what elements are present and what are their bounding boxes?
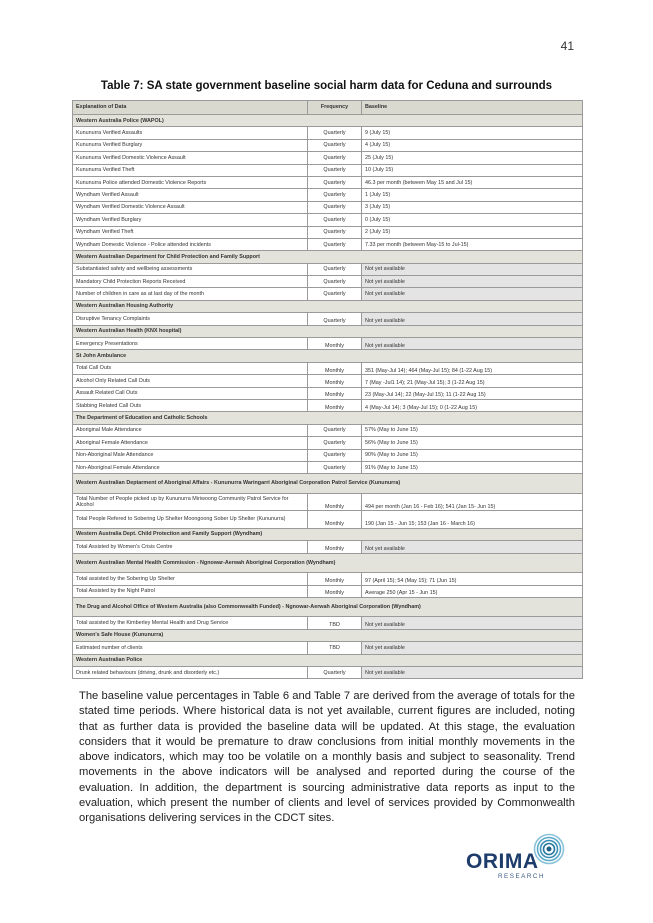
table-row [73,493,583,511]
section-heading: The Drug and Alcohol Office of Western Australia (also Commonwealth Funded) - Ngnowar-Aerwah Aboriginal Corporation (Wyndham) [73,597,583,617]
explanation-cell: Wyndham Verified Theft [73,226,308,238]
frequency-cell: Quarterly [308,263,362,275]
explanation-cell: Aboriginal Male Attendance [73,424,308,436]
table-row [73,288,583,300]
explanation-cell: Total assisted by the Sobering Up Shelter [73,573,308,585]
explanation-cell: Wyndham Verified Assault [73,189,308,201]
table-section-row [73,654,583,666]
baseline-cell: 351 (May-Jul 14); 464 (May-Jul 15); 84 (1-22 Aug 15) [362,362,583,374]
baseline-cell: 7.33 per month (between May-15 to Jul-15) [362,238,583,250]
frequency-cell: Monthly [308,585,362,597]
table-row [73,666,583,678]
baseline-cell: Not yet available [362,541,583,553]
explanation-cell: Total assisted by the Kimberley Mental Health and Drug Service [73,617,308,629]
baseline-cell: 10 (July 15) [362,164,583,176]
table-row [73,461,583,473]
frequency-cell: Monthly [308,399,362,411]
section-heading: Western Australian Mental Health Commission - Ngnowar-Aerwah Aboriginal Corporation (Wyndham) [73,553,583,573]
section-heading: Western Australia Dept. Child Protection and Family Support (Wyndham) [73,528,583,540]
frequency-cell: Quarterly [308,437,362,449]
body-paragraph: The baseline value percentages in Table 6 and Table 7 are derived from the average of totals for the stated time periods. Where historical data is not yet available, current figures are included, noting that as further data is provided the baseline data will be updated. At this stage, the evaluation considers that it would be premature to draw conclusions from initial monthly movements in the above indicators, which may too be volatile on a monthly basis and subject to seasonality. Trend movements in the above indicators will be analysed and reported during the course of the evaluation. In addition, the department is sourcing administrative data reports as input to the evaluation, which present the number of clients and level of services provided by Commonwealth organisations delivering services in the CDCT sites. [79,690,575,825]
explanation-cell: Total People Refered to Sobering Up Shelter Moongoong Sober Up Shelter (Kununurra) [73,511,308,529]
explanation-cell: Substantiated safety and wellbeing assessments [73,263,308,275]
section-heading: Western Australian Department for Child Protection and Family Support [73,251,583,263]
section-heading: Women's Safe House (Kununurra) [73,629,583,641]
table-header-row [73,101,583,115]
table-section-row [73,115,583,127]
table-section-row [73,474,583,494]
table-row [73,189,583,201]
table-row [73,449,583,461]
page-number: 41 [560,39,574,53]
logo-wordmark: ORIMA [466,850,539,873]
table-row [73,437,583,449]
orima-research-logo [466,833,576,883]
table-row [73,139,583,151]
table-row [73,238,583,250]
frequency-cell: Monthly [308,387,362,399]
baseline-cell: Not yet available [362,288,583,300]
baseline-cell: 494 per month (Jan 16 - Feb 16); 541 (Jan 15- Jun 15) [362,493,583,511]
explanation-cell: Total Call Outs [73,362,308,374]
baseline-cell: Not yet available [362,313,583,325]
baseline-cell: 25 (July 15) [362,152,583,164]
table-row [73,585,583,597]
explanation-cell: Aboriginal Female Attendance [73,437,308,449]
logo-subtitle: RESEARCH [498,873,545,880]
frequency-cell: Monthly [308,511,362,529]
frequency-cell: Monthly [308,541,362,553]
explanation-cell: Drunk related behaviours (driving, drunk and disorderly etc.) [73,666,308,678]
table-section-row [73,528,583,540]
explanation-cell: Kununurra Verified Theft [73,164,308,176]
table-section-row [73,325,583,337]
baseline-cell: 91% (May to June 15) [362,461,583,473]
baseline-cell: Not yet available [362,276,583,288]
table-row [73,573,583,585]
table-section-row [73,350,583,362]
explanation-cell: Kununurra Verified Assaults [73,127,308,139]
frequency-cell: Quarterly [308,189,362,201]
explanation-cell: Total Number of People picked up by Kununurra Miriwoong Community Patrol Service for Alcohol [73,493,308,511]
table-row [73,642,583,654]
explanation-cell: Kununurra Verified Domestic Violence Assault [73,152,308,164]
baseline-cell: 56% (May to June 15) [362,437,583,449]
baseline-cell: Not yet available [362,263,583,275]
baseline-cell: 1 (July 15) [362,189,583,201]
frequency-cell: Quarterly [308,226,362,238]
frequency-cell: Quarterly [308,176,362,188]
frequency-cell: Quarterly [308,214,362,226]
explanation-cell: Kununurra Verified Burglary [73,139,308,151]
table-row [73,127,583,139]
table-row [73,152,583,164]
logo-rings-icon [533,833,565,865]
table-section-row [73,251,583,263]
table-row [73,214,583,226]
table-row [73,375,583,387]
table-section-row [73,300,583,312]
baseline-cell: Average 250 (Apr 15 - Jun 15) [362,585,583,597]
baseline-cell: 57% (May to June 15) [362,424,583,436]
table-row [73,362,583,374]
frequency-cell: Quarterly [308,127,362,139]
table-row [73,424,583,436]
frequency-cell: Monthly [308,338,362,350]
table-row [73,338,583,350]
table-row [73,511,583,529]
header-frequency: Frequency [308,101,362,115]
baseline-cell: 2 (July 15) [362,226,583,238]
table-title: Table 7: SA state government baseline social harm data for Ceduna and surrounds [100,80,553,92]
baseline-cell: 3 (July 15) [362,201,583,213]
table-row [73,201,583,213]
explanation-cell: Total Assisted by the Night Patrol [73,585,308,597]
frequency-cell: Monthly [308,375,362,387]
section-heading: Western Australian Health (KNX hospital) [73,325,583,337]
explanation-cell: Wyndham Domestic Violence - Police attended incidents [73,238,308,250]
header-baseline: Baseline [362,101,583,115]
baseline-cell: 4 (July 15) [362,139,583,151]
frequency-cell: Quarterly [308,152,362,164]
table-row [73,617,583,629]
explanation-cell: Number of children in care as at last day of the month [73,288,308,300]
table-section-row [73,629,583,641]
section-heading: Western Australian Police [73,654,583,666]
frequency-cell: Quarterly [308,424,362,436]
table-row [73,263,583,275]
baseline-cell: Not yet available [362,338,583,350]
baseline-cell: 23 (May-Jul 14); 22 (May-Jul 15); 11 (1-22 Aug 15) [362,387,583,399]
table-section-row [73,597,583,617]
baseline-cell: 4 (May-Jul 14); 3 (May-Jul 15); 0 (1-22 Aug 15) [362,399,583,411]
table-row [73,313,583,325]
section-heading: St John Ambulance [73,350,583,362]
section-heading: Western Australian Deptarment of Aboriginal Affairs - Kununurra Waringarri Aboriginal Corporation Patrol Service (Kununurra) [73,474,583,494]
frequency-cell: TBD [308,617,362,629]
frequency-cell: Monthly [308,362,362,374]
table-row [73,399,583,411]
frequency-cell: Quarterly [308,276,362,288]
explanation-cell: Assault Related Call Outs [73,387,308,399]
baseline-cell: Not yet available [362,617,583,629]
table-body [73,115,583,679]
frequency-cell: Quarterly [308,201,362,213]
frequency-cell: Quarterly [308,313,362,325]
header-explanation: Explanation of Data [73,101,308,115]
frequency-cell: Quarterly [308,288,362,300]
frequency-cell: Monthly [308,573,362,585]
table-section-row [73,412,583,424]
baseline-data-table [72,100,583,679]
explanation-cell: Non-Aboriginal Male Attendance [73,449,308,461]
table-row [73,176,583,188]
explanation-cell: Mandatory Child Protection Reports Received [73,276,308,288]
table-row [73,164,583,176]
baseline-cell: 190 (Jan 15 - Jun 15; 153 (Jan 16 - March 16) [362,511,583,529]
baseline-cell: Not yet available [362,666,583,678]
baseline-cell: 90% (May to June 15) [362,449,583,461]
table-section-row [73,553,583,573]
table-row [73,387,583,399]
baseline-cell: 7 (May -Jul1 14); 21 (May-Jul 15); 3 (1-22 Aug 15) [362,375,583,387]
frequency-cell: Quarterly [308,461,362,473]
frequency-cell: Quarterly [308,164,362,176]
table-row [73,276,583,288]
explanation-cell: Kununurra Police attended Domestic Violence Reports [73,176,308,188]
baseline-cell: 97 (April 15); 54 (May 15); 71 (Jun 15) [362,573,583,585]
explanation-cell: Stabbing Related Call Outs [73,399,308,411]
explanation-cell: Emergency Presentations [73,338,308,350]
frequency-cell: Quarterly [308,449,362,461]
explanation-cell: Alcohol Only Related Call Outs [73,375,308,387]
baseline-cell: 0 (July 15) [362,214,583,226]
table-row [73,226,583,238]
explanation-cell: Disruptive Tenancy Complaints [73,313,308,325]
baseline-cell: Not yet available [362,642,583,654]
table-row [73,541,583,553]
explanation-cell: Non-Aboriginal Female Attendance [73,461,308,473]
section-heading: The Department of Education and Catholic Schools [73,412,583,424]
explanation-cell: Total Assisted by Women's Crisis Centre [73,541,308,553]
section-heading: Western Australian Housing Authority [73,300,583,312]
explanation-cell: Wyndham Verified Burglary [73,214,308,226]
baseline-cell: 9 (July 15) [362,127,583,139]
frequency-cell: TBD [308,642,362,654]
explanation-cell: Estimated number of clients [73,642,308,654]
frequency-cell: Quarterly [308,238,362,250]
frequency-cell: Monthly [308,493,362,511]
frequency-cell: Quarterly [308,666,362,678]
baseline-cell: 46.3 per month (between May 15 and Jul 15) [362,176,583,188]
explanation-cell: Wyndham Verified Domestic Violence Assault [73,201,308,213]
section-heading: Western Australia Police (WAPOL) [73,115,583,127]
frequency-cell: Quarterly [308,139,362,151]
